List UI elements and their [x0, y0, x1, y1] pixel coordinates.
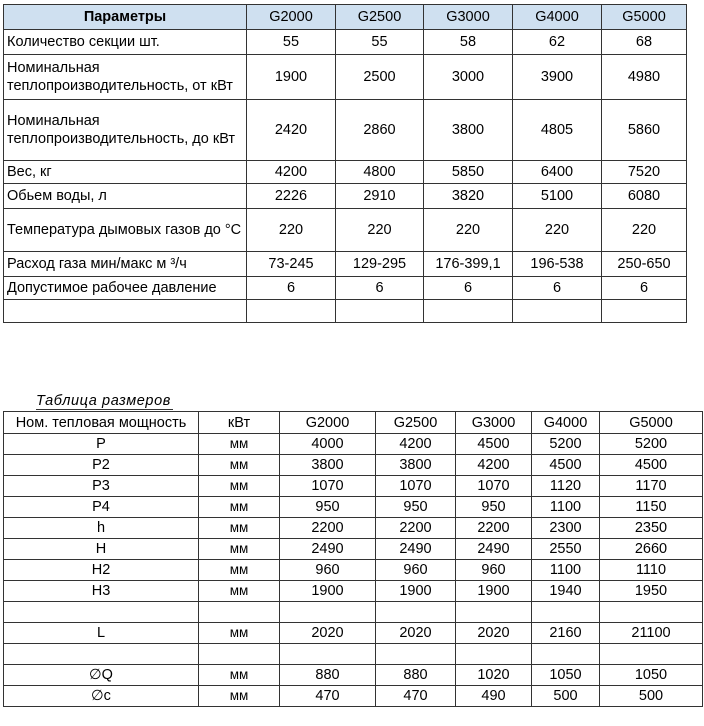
- unit-cell: мм: [199, 560, 280, 581]
- cell: 1900: [280, 581, 376, 602]
- row-label: h: [4, 518, 199, 539]
- unit-cell: [199, 644, 280, 665]
- cell: [513, 300, 602, 323]
- table-row: [4, 277, 687, 300]
- unit-cell: мм: [199, 434, 280, 455]
- cell: 1100: [532, 497, 600, 518]
- cell: 3820: [424, 184, 513, 209]
- row-label: P2: [4, 455, 199, 476]
- cell: 4805: [513, 100, 602, 161]
- cell: 2550: [532, 539, 600, 560]
- unit-cell: [199, 602, 280, 623]
- cell: 2300: [532, 518, 600, 539]
- cell: 62: [513, 30, 602, 55]
- table-row: [4, 623, 703, 644]
- table-row: [4, 581, 703, 602]
- cell: 21100: [600, 623, 703, 644]
- table-row: [4, 560, 703, 581]
- cell: 960: [456, 560, 532, 581]
- unit-cell: мм: [199, 623, 280, 644]
- unit-cell: мм: [199, 518, 280, 539]
- cell: 6: [336, 277, 424, 300]
- cell: [532, 602, 600, 623]
- table-row: [4, 455, 703, 476]
- cell: 220: [513, 209, 602, 252]
- cell: 6: [247, 277, 336, 300]
- row-label: L: [4, 623, 199, 644]
- cell: 3800: [424, 100, 513, 161]
- cell: 220: [602, 209, 687, 252]
- row-label: Количество секции шт.: [4, 30, 247, 55]
- cell: 960: [280, 560, 376, 581]
- table-row: [4, 518, 703, 539]
- dimensions-table: [3, 411, 703, 707]
- cell: [376, 602, 456, 623]
- cell: 500: [532, 686, 600, 707]
- table-header-row: [4, 5, 687, 30]
- cell: 960: [376, 560, 456, 581]
- cell: 2020: [456, 623, 532, 644]
- cell: [280, 602, 376, 623]
- cell: 2200: [280, 518, 376, 539]
- cell: 2490: [280, 539, 376, 560]
- table-header-row: [4, 412, 703, 434]
- table-row: [4, 209, 687, 252]
- table-row: [4, 184, 687, 209]
- cell: 2226: [247, 184, 336, 209]
- cell: 2200: [376, 518, 456, 539]
- cell: [336, 300, 424, 323]
- cell: 1900: [456, 581, 532, 602]
- cell: 3900: [513, 55, 602, 100]
- cell: 6: [602, 277, 687, 300]
- unit-cell: мм: [199, 497, 280, 518]
- unit-cell: мм: [199, 581, 280, 602]
- cell: [532, 644, 600, 665]
- table-row: [4, 665, 703, 686]
- row-label: H2: [4, 560, 199, 581]
- cell: 5200: [532, 434, 600, 455]
- table-row: [4, 497, 703, 518]
- unit-cell: мм: [199, 539, 280, 560]
- table-row: [4, 539, 703, 560]
- table-row: [4, 30, 687, 55]
- unit-cell: мм: [199, 665, 280, 686]
- row-label: Номинальная теплопроизводительность, до кВт: [4, 100, 247, 161]
- cell: 58: [424, 30, 513, 55]
- header-cell-g4000: G4000: [513, 5, 602, 30]
- cell: 950: [280, 497, 376, 518]
- cell: 7520: [602, 161, 687, 184]
- row-label: [4, 644, 199, 665]
- header-cell-parameters: Параметры: [4, 5, 247, 30]
- cell: 1050: [600, 665, 703, 686]
- cell: 129-295: [336, 252, 424, 277]
- cell: 470: [376, 686, 456, 707]
- row-label: Номинальная теплопроизводительность, от кВт: [4, 55, 247, 100]
- cell: 2200: [456, 518, 532, 539]
- cell: 1900: [247, 55, 336, 100]
- cell: 2910: [336, 184, 424, 209]
- cell: 2350: [600, 518, 703, 539]
- header-cell-g2000: G2000: [280, 412, 376, 434]
- cell: 4200: [247, 161, 336, 184]
- row-label: H3: [4, 581, 199, 602]
- header-cell-g2000: G2000: [247, 5, 336, 30]
- table-row: [4, 476, 703, 497]
- cell: 1120: [532, 476, 600, 497]
- cell: 2020: [280, 623, 376, 644]
- header-cell-g2500: G2500: [336, 5, 424, 30]
- cell: 2860: [336, 100, 424, 161]
- cell: 176-399,1: [424, 252, 513, 277]
- row-label: P4: [4, 497, 199, 518]
- header-cell-g5000: G5000: [600, 412, 703, 434]
- cell: 220: [424, 209, 513, 252]
- cell: [456, 644, 532, 665]
- cell: 4980: [602, 55, 687, 100]
- cell: 1170: [600, 476, 703, 497]
- cell: [600, 644, 703, 665]
- cell: 4500: [456, 434, 532, 455]
- cell: 6400: [513, 161, 602, 184]
- row-label: Допустимое рабочее давление: [4, 277, 247, 300]
- table-row: [4, 55, 687, 100]
- row-label: Вес, кг: [4, 161, 247, 184]
- cell: 1100: [532, 560, 600, 581]
- unit-cell: мм: [199, 686, 280, 707]
- cell: 5860: [602, 100, 687, 161]
- cell: [247, 300, 336, 323]
- row-label: H: [4, 539, 199, 560]
- cell: 2660: [600, 539, 703, 560]
- cell: 4000: [280, 434, 376, 455]
- cell: 4800: [336, 161, 424, 184]
- cell: 55: [247, 30, 336, 55]
- row-label: ∅c: [4, 686, 199, 707]
- table-row-empty: [4, 300, 687, 323]
- row-label: P3: [4, 476, 199, 497]
- cell: 1110: [600, 560, 703, 581]
- cell: 1050: [532, 665, 600, 686]
- row-label: ∅Q: [4, 665, 199, 686]
- cell: [424, 300, 513, 323]
- table-row: [4, 434, 703, 455]
- table-row: [4, 100, 687, 161]
- cell: 3800: [376, 455, 456, 476]
- row-label: [4, 602, 199, 623]
- cell: 880: [280, 665, 376, 686]
- cell: 500: [600, 686, 703, 707]
- cell: 950: [456, 497, 532, 518]
- cell: 6: [513, 277, 602, 300]
- cell: 4200: [456, 455, 532, 476]
- cell: 4500: [532, 455, 600, 476]
- cell: 2490: [456, 539, 532, 560]
- cell: 3800: [280, 455, 376, 476]
- cell: 250-650: [602, 252, 687, 277]
- cell: 1070: [376, 476, 456, 497]
- cell: 880: [376, 665, 456, 686]
- cell: [376, 644, 456, 665]
- cell: 470: [280, 686, 376, 707]
- cell: 5100: [513, 184, 602, 209]
- row-label: Обьем воды, л: [4, 184, 247, 209]
- cell: 5850: [424, 161, 513, 184]
- table-row: [4, 252, 687, 277]
- cell: 1950: [600, 581, 703, 602]
- row-label: Температура дымовых газов до °C: [4, 209, 247, 252]
- parameters-table: [3, 4, 687, 323]
- cell: 220: [336, 209, 424, 252]
- cell: [602, 300, 687, 323]
- unit-cell: мм: [199, 455, 280, 476]
- row-label: Расход газа мин/макс м ³/ч: [4, 252, 247, 277]
- cell: 4500: [600, 455, 703, 476]
- row-label: [4, 300, 247, 323]
- cell: 1070: [280, 476, 376, 497]
- cell: 73-245: [247, 252, 336, 277]
- cell: 6080: [602, 184, 687, 209]
- header-cell-g2500: G2500: [376, 412, 456, 434]
- header-cell-g3000: G3000: [456, 412, 532, 434]
- cell: 2490: [376, 539, 456, 560]
- header-cell-unit: кВт: [199, 412, 280, 434]
- cell: [600, 602, 703, 623]
- row-label: P: [4, 434, 199, 455]
- cell: 2160: [532, 623, 600, 644]
- header-cell-g4000: G4000: [532, 412, 600, 434]
- cell: 490: [456, 686, 532, 707]
- header-cell-g3000: G3000: [424, 5, 513, 30]
- cell: 2020: [376, 623, 456, 644]
- cell: 220: [247, 209, 336, 252]
- cell: 2500: [336, 55, 424, 100]
- cell: 5200: [600, 434, 703, 455]
- cell: 1070: [456, 476, 532, 497]
- cell: 6: [424, 277, 513, 300]
- table-row: [4, 686, 703, 707]
- cell: 68: [602, 30, 687, 55]
- cell: [456, 602, 532, 623]
- cell: 1900: [376, 581, 456, 602]
- header-cell-power: Ном. тепловая мощность: [4, 412, 199, 434]
- cell: 950: [376, 497, 456, 518]
- table-row-empty: [4, 602, 703, 623]
- table-row-empty: [4, 644, 703, 665]
- dimensions-table-caption: Таблица размеров: [36, 393, 171, 409]
- cell: 4200: [376, 434, 456, 455]
- cell: 196-538: [513, 252, 602, 277]
- cell: [280, 644, 376, 665]
- cell: 3000: [424, 55, 513, 100]
- cell: 55: [336, 30, 424, 55]
- cell: 1940: [532, 581, 600, 602]
- cell: 1150: [600, 497, 703, 518]
- cell: 2420: [247, 100, 336, 161]
- cell: 1020: [456, 665, 532, 686]
- unit-cell: мм: [199, 476, 280, 497]
- header-cell-g5000: G5000: [602, 5, 687, 30]
- table-row: [4, 161, 687, 184]
